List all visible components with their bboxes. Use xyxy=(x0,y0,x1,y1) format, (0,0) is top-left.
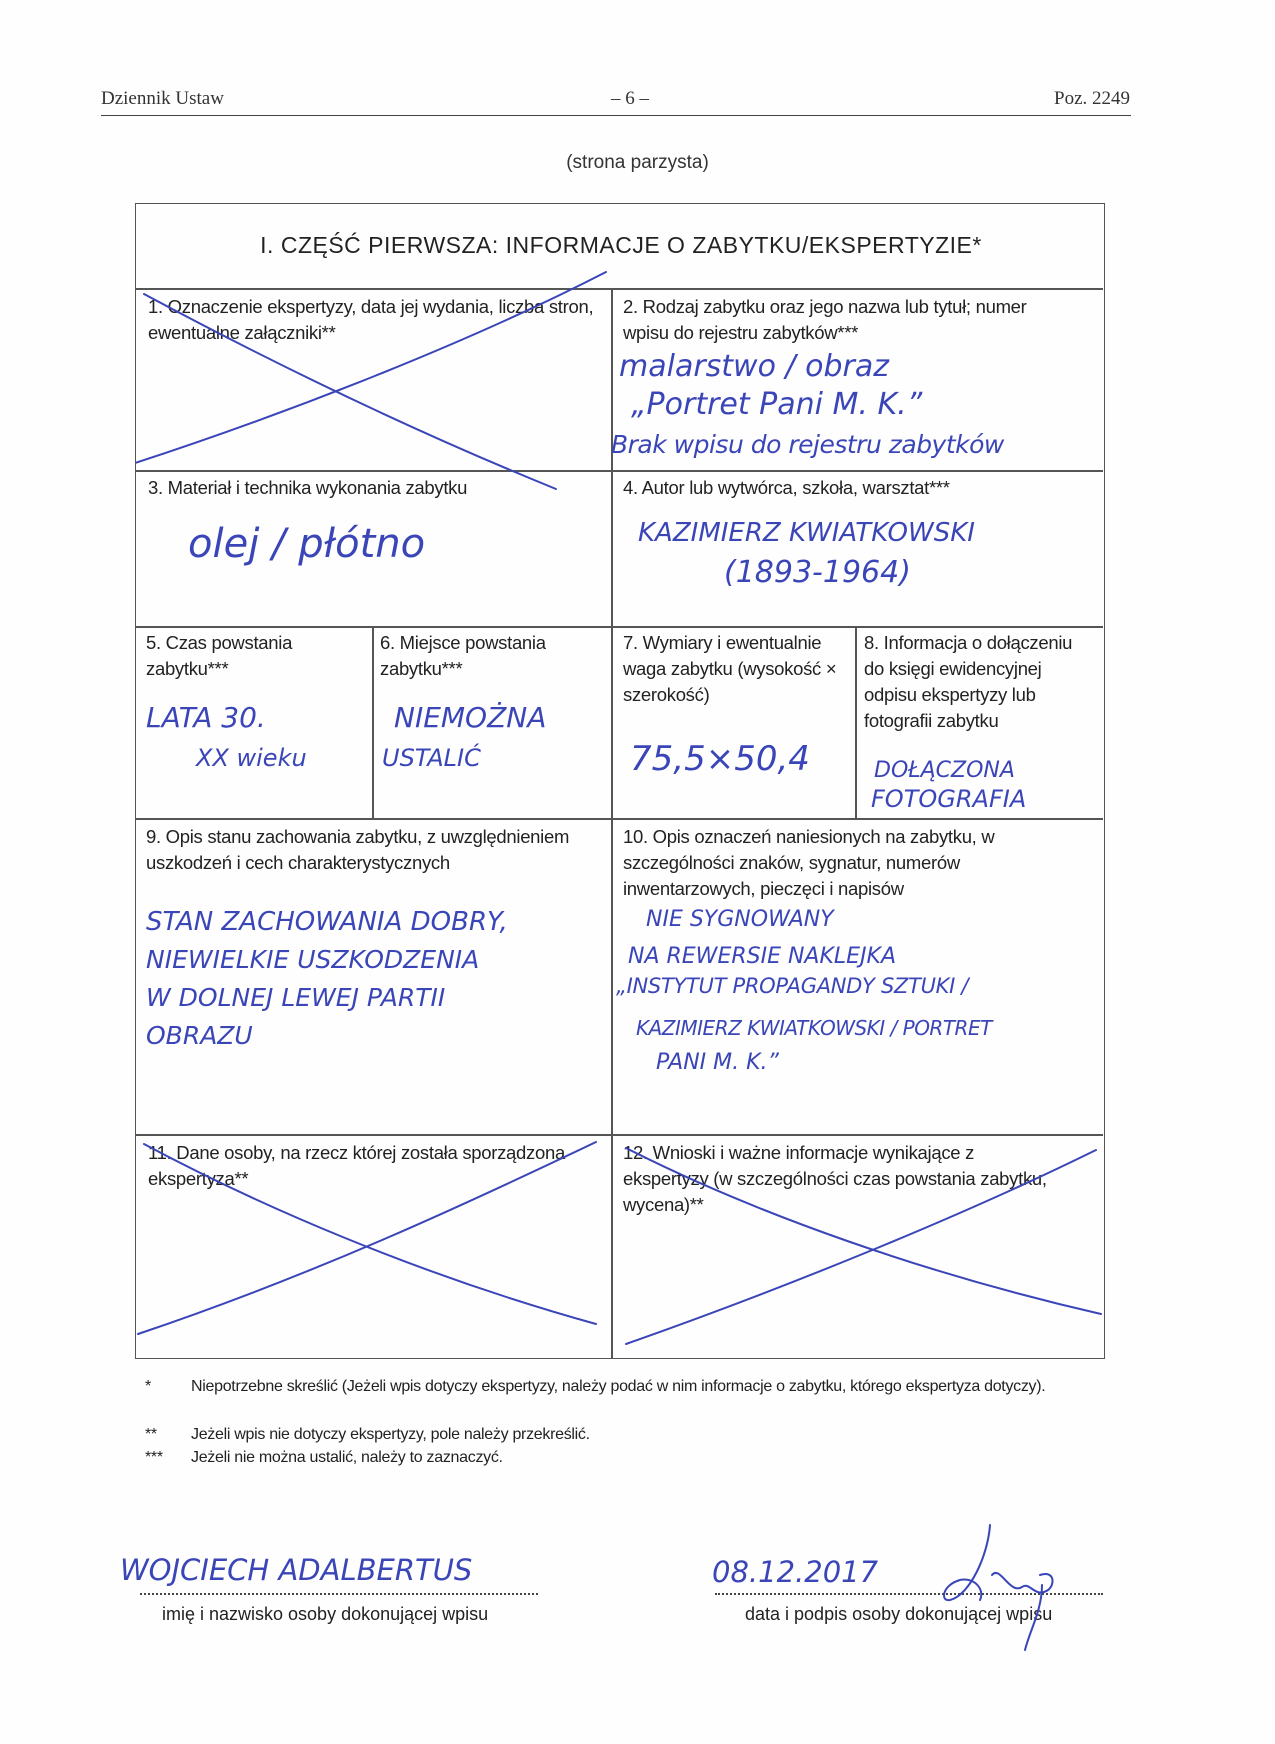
footnote-2 xyxy=(145,1424,1105,1446)
footnote-1-text: Niepotrzebne skreślić (Jeżeli wpis dotyczy ekspertyzy, należy podać w nim informacje o zabytku, którego ekspertyza dotyczy). xyxy=(191,1378,1046,1395)
page-subtitle: (strona parzysta) xyxy=(566,152,709,173)
field-9-hw-line-3: W DOLNEJ LEWEJ PARTII xyxy=(146,983,446,1012)
form-title: I. CZĘŚĆ PIERWSZA: INFORMACJE O ZABYTKU/EKSPERTYZIE* xyxy=(260,232,982,258)
handwritten-signature xyxy=(930,1515,1070,1655)
field-1-label: 1. Oznaczenie ekspertyzy, data jej wydania, liczba stron, ewentualne załączniki** xyxy=(148,296,594,343)
footnote-3-mark: *** xyxy=(145,1449,163,1466)
field-9-hw-line-2: NIEWIELKIE USZKODZENIA xyxy=(146,945,480,974)
field-8-hw-line-2: FOTOGRAFIA xyxy=(871,785,1027,813)
name-label: imię i nazwisko osoby dokonującej wpisu xyxy=(162,1604,489,1624)
field-10-hw-line-2: NA REWERSIE NAKLEJKA xyxy=(628,944,897,969)
row-divider xyxy=(136,1134,1103,1136)
field-4-hw-line-2: (1893-1964) xyxy=(724,555,911,590)
field-8-hw-line-1: DOŁĄCZONA xyxy=(874,758,1015,783)
field-6-hw-line-1: NIEMOŻNA xyxy=(394,701,547,734)
field-7-hw: 75,5×50,4 xyxy=(630,739,810,779)
footnote-3 xyxy=(145,1447,1105,1469)
page-number: – 6 – xyxy=(611,88,649,109)
row-divider xyxy=(136,626,1103,628)
position-number: Poz. 2249 xyxy=(1054,88,1130,109)
field-5-hw-line-1: LATA 30. xyxy=(146,701,266,734)
field-5-label: 5. Czas powstania zabytku*** xyxy=(146,632,293,679)
field-10-hw-line-1: NIE SYGNOWANY xyxy=(646,907,834,932)
field-2-hw-line-1: malarstwo / obraz xyxy=(619,349,889,384)
header-rule xyxy=(101,115,1131,116)
field-6-hw-line-2: USTALIĆ xyxy=(382,744,481,772)
field-9-label: 9. Opis stanu zachowania zabytku, z uwzględnieniem uszkodzeń i cech charakterystycznych xyxy=(146,826,570,873)
field-4-hw-line-1: KAZIMIERZ KWIATKOWSKI xyxy=(638,518,975,548)
column-divider xyxy=(855,626,857,818)
field-2-hw-line-3: Brak wpisu do rejestru zabytków xyxy=(611,430,1004,459)
date-handwriting: 08.12.2017 xyxy=(712,1555,879,1589)
field-12-label: 12. Wnioski i ważne informacje wynikające z ekspertyzy (w szczególności czas powstania zabytku, wycena)** xyxy=(623,1142,1047,1215)
field-10-hw-line-5: PANI M. K.” xyxy=(656,1050,779,1075)
footnote-3-text: Jeżeli nie można ustalić, należy to zaznaczyć. xyxy=(191,1449,503,1466)
footnote-2-mark: ** xyxy=(145,1426,157,1443)
journal-name: Dziennik Ustaw xyxy=(101,88,224,109)
field-9-hw-line-4: OBRAZU xyxy=(146,1021,253,1050)
field-7-label: 7. Wymiary i ewentualnie waga zabytku (wysokość × szerokość) xyxy=(623,632,837,705)
field-5-hw-line-2: XX wieku xyxy=(196,744,307,772)
field-3-hw: olej / płótno xyxy=(188,521,426,567)
field-10-label: 10. Opis oznaczeń naniesionych na zabytku, w szczególności znaków, sygnatur, numerów inwentarzowych, pieczęci i napisów xyxy=(623,826,995,899)
column-divider xyxy=(372,626,374,818)
field-10-hw-line-3: „INSTYTUT PROPAGANDY SZTUKI / xyxy=(616,974,969,998)
row-divider xyxy=(136,818,1103,820)
footnote-1-mark: * xyxy=(145,1378,151,1395)
date-label: data i podpis osoby dokonującej wpisu xyxy=(745,1604,1053,1624)
field-2-label: 2. Rodzaj zabytku oraz jego nazwa lub tytuł; numer wpisu do rejestru zabytków*** xyxy=(623,296,1027,343)
footnote-2-text: Jeżeli wpis nie dotyczy ekspertyzy, pole należy przekreślić. xyxy=(191,1426,590,1443)
field-10-hw-line-4: KAZIMIERZ KWIATKOWSKI / PORTRET xyxy=(636,1016,992,1040)
field-8-label: 8. Informacja o dołączeniu do księgi ewidencyjnej odpisu ekspertyzy lub fotografii zabytku xyxy=(864,632,1073,731)
field-2-hw-line-2: „Portret Pani M. K.” xyxy=(631,387,923,422)
field-11-label: 11. Dane osoby, na rzecz której została sporządzona ekspertyza** xyxy=(148,1142,565,1189)
field-6-label: 6. Miejsce powstania zabytku*** xyxy=(380,632,546,679)
row-divider xyxy=(136,288,1103,290)
footnote-1 xyxy=(145,1376,1105,1398)
field-4-label: 4. Autor lub wytwórca, szkoła, warsztat*** xyxy=(623,477,950,498)
name-handwriting: WOJCIECH ADALBERTUS xyxy=(120,1553,473,1587)
row-divider xyxy=(136,470,1103,472)
form-table xyxy=(135,203,1105,1359)
field-9-hw-line-1: STAN ZACHOWANIA DOBRY, xyxy=(146,907,508,937)
field-3-label: 3. Materiał i technika wykonania zabytku xyxy=(148,477,468,498)
name-dotted-line xyxy=(140,1593,538,1595)
